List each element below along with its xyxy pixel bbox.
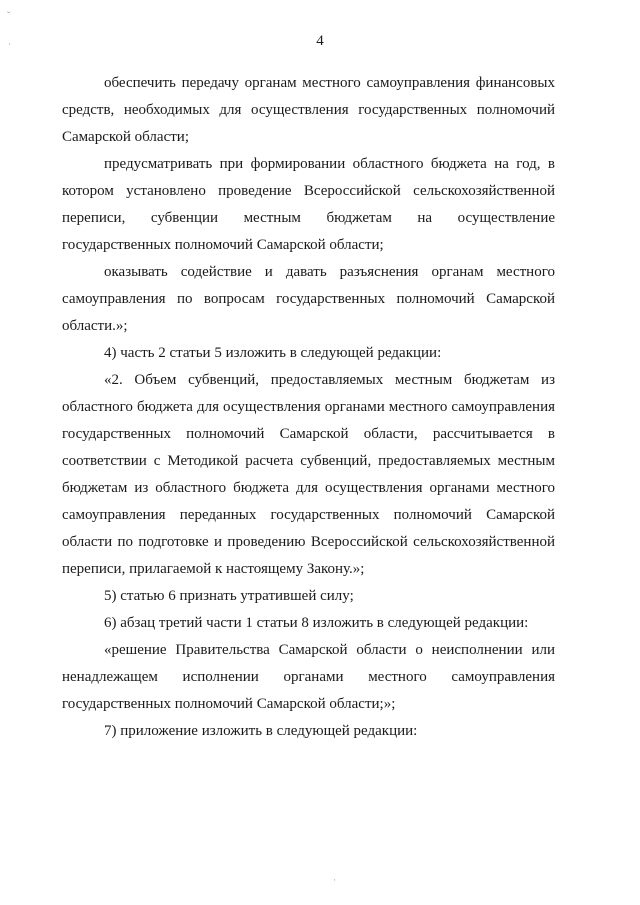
paragraph-item-5: 5) статью 6 признать утратившей силу; — [104, 588, 354, 604]
scan-speck: · — [8, 39, 11, 49]
paragraph-ensure-funding: обеспечить передачу органам местного самоуправления финансовых средств, необходимых для осуществления государственных полномочий Самарской области; — [62, 75, 555, 145]
paragraph-budget-subventions: предусматривать при формировании областного бюджета на год, в котором установлено проведение Всероссийской сельскохозяйственной переписи, субвенции местным бюджетам на осуществление государственных полномочий Самарской области; — [62, 156, 555, 253]
document-body — [62, 70, 555, 745]
scan-speck: · — [333, 875, 336, 885]
paragraph-item-4: 4) часть 2 статьи 5 изложить в следующей редакции: — [104, 345, 442, 361]
page-number: 4 — [316, 33, 324, 49]
paragraph-government-decision: «решение Правительства Самарской области о неисполнении или ненадлежащем исполнении органами местного самоуправления государственных полномочий Самарской области;»; — [62, 642, 555, 712]
paragraph-item-7: 7) приложение изложить в следующей редакции: — [104, 723, 418, 739]
paragraph-assistance: оказывать содействие и давать разъяснения органам местного самоуправления по вопросам государственных полномочий Самарской области.»; — [62, 264, 555, 334]
paragraph-item-6: 6) абзац третий части 1 статьи 8 изложить в следующей редакции: — [104, 615, 529, 631]
paragraph-subvention-volume: «2. Объем субвенций, предоставляемых местным бюджетам из областного бюджета для осуществления органами местного самоуправления государственных полномочий Самарской области, рассчитывается в соответствии с Методикой расчета субвенций, предоставляемых местным бюджетам из областного бюджета для осуществления органами местного самоуправления переданных государственных полномочий Самарской области по подготовке и проведению Всероссийской сельскохозяйственной переписи, прилагаемой к настоящему Закону.»; — [62, 372, 555, 577]
scan-speck: ˇ — [7, 10, 10, 20]
